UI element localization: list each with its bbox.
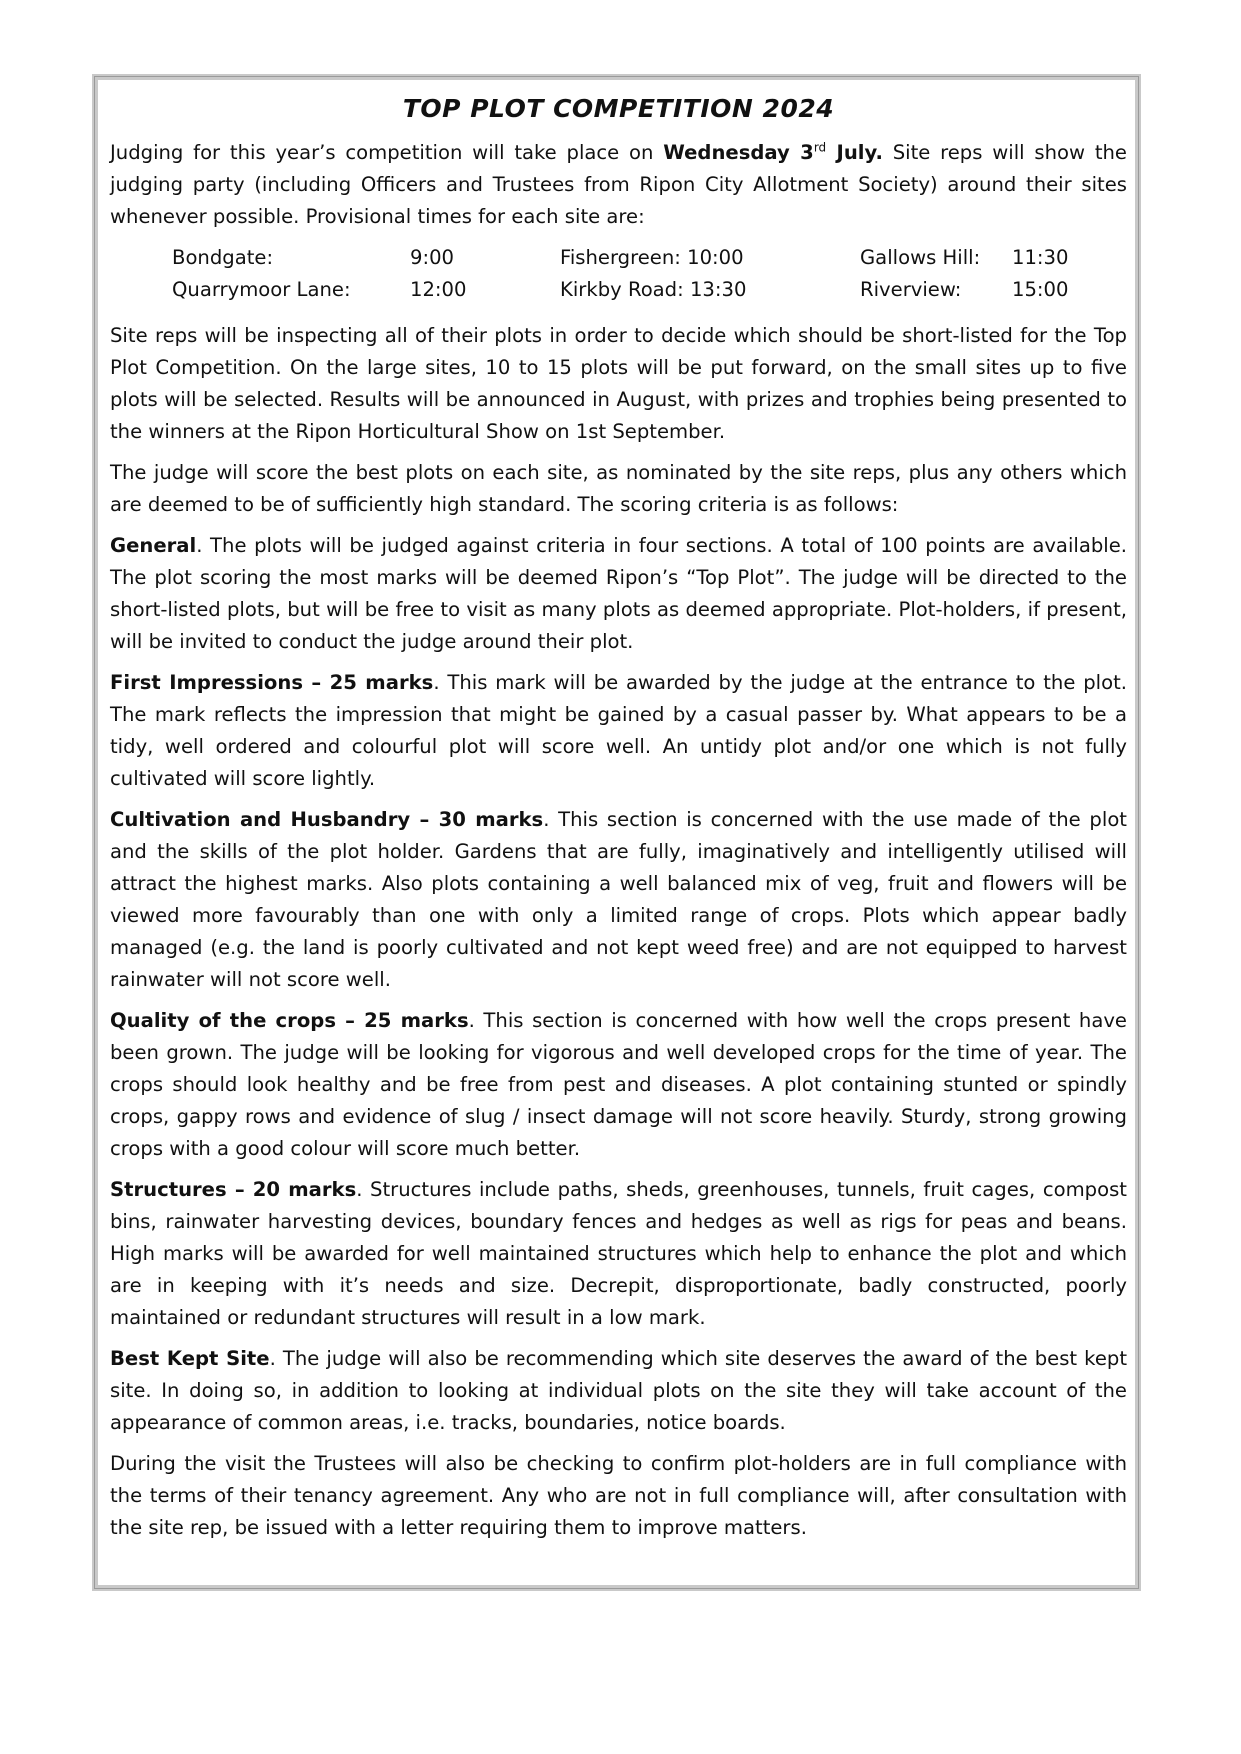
times-table bbox=[172, 242, 1127, 306]
best-kept-paragraph bbox=[110, 1343, 1127, 1439]
quality-heading: Quality of the crops – 25 marks bbox=[110, 1009, 469, 1032]
site-name: Quarrymoor Lane: bbox=[172, 278, 351, 301]
site-time: 12:00 bbox=[410, 278, 467, 301]
intro-post: Site reps will show the judging party (including Officers and Trustees from Ripon City Allotment Society) around their sites whenever possible. Provisional times for each site are: bbox=[110, 141, 1127, 228]
cultivation-paragraph bbox=[110, 804, 1127, 996]
intro-date-month: July. bbox=[826, 141, 883, 164]
first-impressions-heading: First Impressions – 25 marks bbox=[110, 671, 434, 694]
general-paragraph bbox=[110, 530, 1127, 658]
site-name: Riverview: bbox=[860, 278, 962, 301]
general-body: . The plots will be judged against criteria in four sections. A total of 100 points are available. The plot scoring the most marks will be deemed Ripon’s “Top Plot”. The judge will be directed to the short-listed plots, but will be free to visit as many plots as deemed appropriate. Plot-holders, if present, will be invited to conduct the judge around their plot. bbox=[110, 534, 1127, 653]
site-time: 15:00 bbox=[1012, 278, 1069, 301]
page-title: TOP PLOT COMPETITION 2024 bbox=[402, 94, 835, 123]
site-name-time: Fishergreen: 10:00 bbox=[560, 246, 744, 269]
cultivation-heading: Cultivation and Husbandry – 30 marks bbox=[110, 808, 544, 831]
best-kept-body: . The judge will also be recommending which site deserves the award of the best kept site. In doing so, in addition to looking at individual plots on the site they will take account of the appearance of common areas, i.e. tracks, boundaries, notice boards. bbox=[110, 1347, 1128, 1434]
quality-body: . This section is concerned with how well the crops present have been grown. The judge will be looking for vigorous and well developed crops for the time of year. The crops should look healthy and be free from pest and diseases. A plot containing stunted or spindly crops, gappy rows and evidence of slug / insect damage will not score heavily. Sturdy, strong growing crops with a good colour will score much better. bbox=[110, 1009, 1127, 1160]
quality-paragraph bbox=[110, 1005, 1127, 1165]
general-heading: General bbox=[110, 534, 197, 557]
site-name: Bondgate: bbox=[172, 246, 274, 269]
intro-pre: Judging for this year’s competition will take place on bbox=[110, 141, 664, 164]
scoring-paragraph: The judge will score the best plots on each site, as nominated by the site reps, plus any others which are deemed to be of sufficiently high standard. The scoring criteria is as follows: bbox=[110, 461, 1127, 516]
site-name-time: Kirkby Road: 13:30 bbox=[560, 278, 747, 301]
times-row bbox=[172, 242, 1127, 274]
first-impressions-body: . This mark will be awarded by the judge at the entrance to the plot. The mark reflects the impression that might be gained by a casual passer by. What appears to be a tidy, well ordered and colourful plot will score well. An untidy plot and/or one which is not fully cultivated will score lightly. bbox=[110, 671, 1127, 790]
intro-paragraph bbox=[110, 137, 1127, 233]
structures-body: . Structures include paths, sheds, greenhouses, tunnels, fruit cages, compost bins, rainwater harvesting devices, boundary fences and hedges as well as rigs for peas and beans. High marks will be awarded for well maintained structures which help to enhance the plot and which are in keeping with it’s needs and size. Decrepit, disproportionate, badly constructed, poorly maintained or redundant structures will result in a low mark. bbox=[110, 1178, 1127, 1329]
document-frame bbox=[92, 74, 1141, 1591]
first-impressions-paragraph bbox=[110, 667, 1127, 795]
intro-date-day: Wednesday 3 bbox=[663, 141, 814, 164]
cultivation-body: . This section is concerned with the use made of the plot and the skills of the plot holder. Gardens that are fully, imaginatively and intelligently utilised will attract the highest marks. Also plots containing a well balanced mix of veg, fruit and flowers will be viewed more favourably than one with only a limited range of crops. Plots which appear badly managed (e.g. the land is poorly cultivated and not kept weed free) and are not equipped to harvest rainwater will not score well. bbox=[110, 808, 1127, 991]
structures-heading: Structures – 20 marks bbox=[110, 1178, 357, 1201]
visit-paragraph: During the visit the Trustees will also be checking to confirm plot-holders are in full compliance with the terms of their tenancy agreement. Any who are not in full compliance will, after consultation with the site rep, be issued with a letter requiring them to improve matters. bbox=[110, 1452, 1127, 1539]
times-row bbox=[172, 274, 1127, 306]
site-name: Gallows Hill: bbox=[860, 246, 981, 269]
shortlist-paragraph: Site reps will be inspecting all of their plots in order to decide which should be short-listed for the Top Plot Competition. On the large sites, 10 to 15 plots will be put forward, on the small sites up to five plots will be selected. Results will be announced in August, with prizes and trophies being presented to the winners at the Ripon Horticultural Show on 1st September. bbox=[110, 324, 1127, 443]
structures-paragraph bbox=[110, 1174, 1127, 1334]
intro-date-suffix: rd bbox=[813, 140, 827, 155]
site-time: 11:30 bbox=[1012, 246, 1069, 269]
best-kept-heading: Best Kept Site bbox=[110, 1347, 270, 1370]
site-time: 9:00 bbox=[410, 246, 454, 269]
